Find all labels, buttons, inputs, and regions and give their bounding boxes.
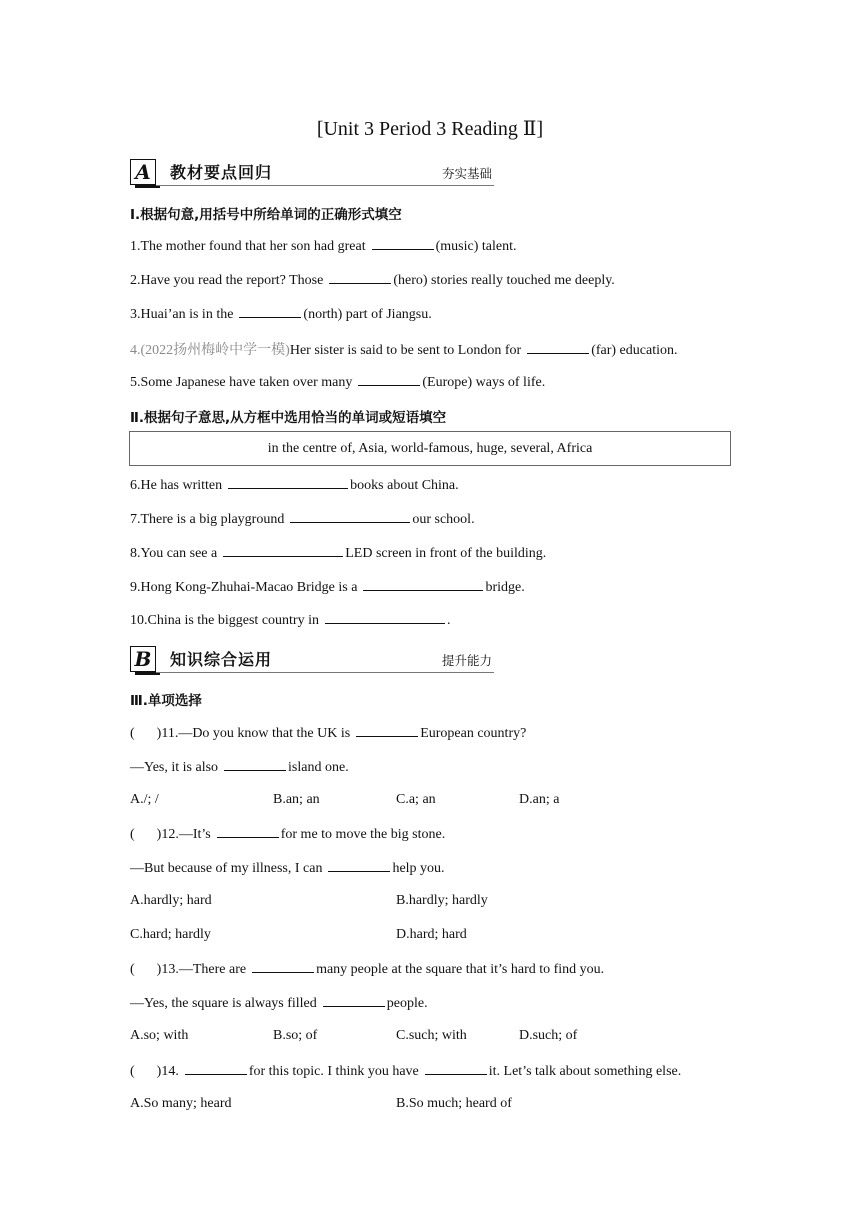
page-title: [Unit 3 Period 3 Reading Ⅱ]: [316, 118, 544, 140]
section-a-rule: [156, 185, 494, 186]
question-11: [130, 724, 526, 742]
word-box: in the centre of, Asia, world-famous, huge, several, Africa: [129, 431, 731, 466]
part1-heading: Ⅰ.根据句意,用括号中所给单词的正确形式填空: [130, 207, 402, 223]
answer-blank[interactable]: [356, 724, 418, 737]
question-12-tail: for me to move the big stone.: [280, 827, 446, 842]
answer-blank[interactable]: [185, 1062, 247, 1075]
part3-heading: Ⅲ.单项选择: [130, 693, 202, 709]
question-1: [130, 237, 516, 255]
question-7: [130, 510, 475, 528]
question-7-tail: our school.: [412, 512, 475, 527]
question-3: [130, 305, 432, 323]
question-3-hint: (north) part of Jiangsu.: [303, 307, 432, 322]
option-b[interactable]: B.So much; heard of: [396, 1096, 512, 1111]
response-tail: help you.: [392, 861, 445, 876]
section-b-rule: [156, 672, 494, 673]
answer-blank[interactable]: [252, 960, 314, 973]
answer-blank[interactable]: [223, 544, 343, 557]
question-9-tail: bridge.: [485, 580, 525, 595]
answer-paren: (: [130, 1064, 135, 1079]
question-4: [130, 339, 677, 359]
question-1-text: 1.The mother found that her son had great: [130, 239, 366, 254]
question-5-text: 5.Some Japanese have taken over many: [130, 375, 353, 390]
question-4-source: 4.(2022扬州梅岭中学一模): [130, 343, 290, 358]
section-b-subtitle: 提升能力: [441, 653, 492, 668]
answer-blank[interactable]: [328, 859, 390, 872]
part2-heading: Ⅱ.根据句子意思,从方框中选用恰当的单词或短语填空: [130, 410, 447, 426]
answer-blank[interactable]: [363, 578, 483, 591]
section-a-title: 教材要点回归: [170, 163, 273, 182]
answer-blank[interactable]: [425, 1062, 487, 1075]
option-a[interactable]: A./; /: [130, 792, 159, 807]
question-4-hint: (far) education.: [591, 343, 678, 358]
option-d[interactable]: D.an; a: [519, 792, 560, 807]
question-5-hint: (Europe) ways of life.: [422, 375, 546, 390]
question-13-tail: many people at the square that it’s hard to find you.: [316, 962, 605, 977]
question-4-text: Her sister is said to be sent to London for: [289, 343, 522, 358]
question-10: [130, 611, 450, 629]
question-14-text: )14.: [156, 1064, 179, 1079]
question-6-tail: books about China.: [350, 478, 459, 493]
question-3-text: 3.Huai’an is in the: [130, 307, 234, 322]
question-13-response: [130, 994, 428, 1012]
answer-blank[interactable]: [527, 341, 589, 354]
question-12-text: )12.—It’s: [156, 827, 211, 842]
question-8: [130, 544, 546, 562]
answer-paren: (: [130, 827, 135, 842]
option-a[interactable]: A.So many; heard: [130, 1096, 232, 1111]
option-d[interactable]: D.such; of: [519, 1028, 578, 1043]
question-12: [130, 825, 445, 843]
response-text: —Yes, the square is always filled: [130, 996, 317, 1011]
question-13-text: )13.—There are: [156, 962, 247, 977]
option-b[interactable]: B.so; of: [273, 1028, 318, 1043]
section-b-badge: B: [130, 646, 156, 672]
section-a-subtitle: 夯实基础: [441, 166, 492, 181]
question-9: [130, 578, 525, 596]
question-14-tail: it. Let’s talk about something else.: [488, 1064, 682, 1079]
question-14-middle: for this topic. I think you have: [248, 1064, 419, 1079]
question-11-tail: European country?: [420, 726, 527, 741]
answer-blank[interactable]: [224, 758, 286, 771]
question-11-text: )11.—Do you know that the UK is: [156, 726, 351, 741]
answer-blank[interactable]: [228, 476, 348, 489]
question-6-text: 6.He has written: [130, 478, 223, 493]
question-14: [130, 1062, 681, 1080]
question-5: [130, 373, 545, 391]
answer-blank[interactable]: [358, 373, 420, 386]
option-c[interactable]: C.such; with: [396, 1028, 467, 1043]
question-8-text: 8.You can see a: [130, 546, 218, 561]
question-6: [130, 476, 459, 494]
section-a-badge: A: [130, 159, 156, 185]
question-13: [130, 960, 604, 978]
question-7-text: 7.There is a big playground: [130, 512, 285, 527]
question-10-tail: .: [446, 613, 451, 628]
option-a[interactable]: A.so; with: [130, 1028, 189, 1043]
question-11-response: [130, 758, 349, 776]
response-text: —Yes, it is also: [130, 760, 219, 775]
option-b[interactable]: B.hardly; hardly: [396, 893, 488, 908]
question-2: [130, 271, 615, 289]
answer-paren: (: [130, 726, 135, 741]
question-2-text: 2.Have you read the report? Those: [130, 273, 324, 288]
answer-blank[interactable]: [325, 611, 445, 624]
question-1-hint: (music) talent.: [435, 239, 517, 254]
question-9-text: 9.Hong Kong-Zhuhai-Macao Bridge is a: [130, 580, 358, 595]
answer-paren: (: [130, 962, 135, 977]
question-10-text: 10.China is the biggest country in: [130, 613, 319, 628]
answer-blank[interactable]: [372, 237, 434, 250]
answer-blank[interactable]: [217, 825, 279, 838]
section-b-title: 知识综合运用: [170, 650, 273, 669]
answer-blank[interactable]: [329, 271, 391, 284]
answer-blank[interactable]: [290, 510, 410, 523]
option-a[interactable]: A.hardly; hard: [130, 893, 212, 908]
option-c[interactable]: C.a; an: [396, 792, 436, 807]
question-2-hint: (hero) stories really touched me deeply.: [393, 273, 615, 288]
answer-blank[interactable]: [239, 305, 301, 318]
question-12-response: [130, 859, 445, 877]
option-d[interactable]: D.hard; hard: [396, 927, 467, 942]
section-a-banner: [130, 158, 494, 186]
answer-blank[interactable]: [323, 994, 385, 1007]
option-b[interactable]: B.an; an: [273, 792, 320, 807]
section-b-banner: [130, 645, 494, 673]
response-text: —But because of my illness, I can: [130, 861, 323, 876]
option-c[interactable]: C.hard; hardly: [130, 927, 211, 942]
response-tail: island one.: [288, 760, 349, 775]
response-tail: people.: [386, 996, 428, 1011]
question-8-tail: LED screen in front of the building.: [345, 546, 547, 561]
